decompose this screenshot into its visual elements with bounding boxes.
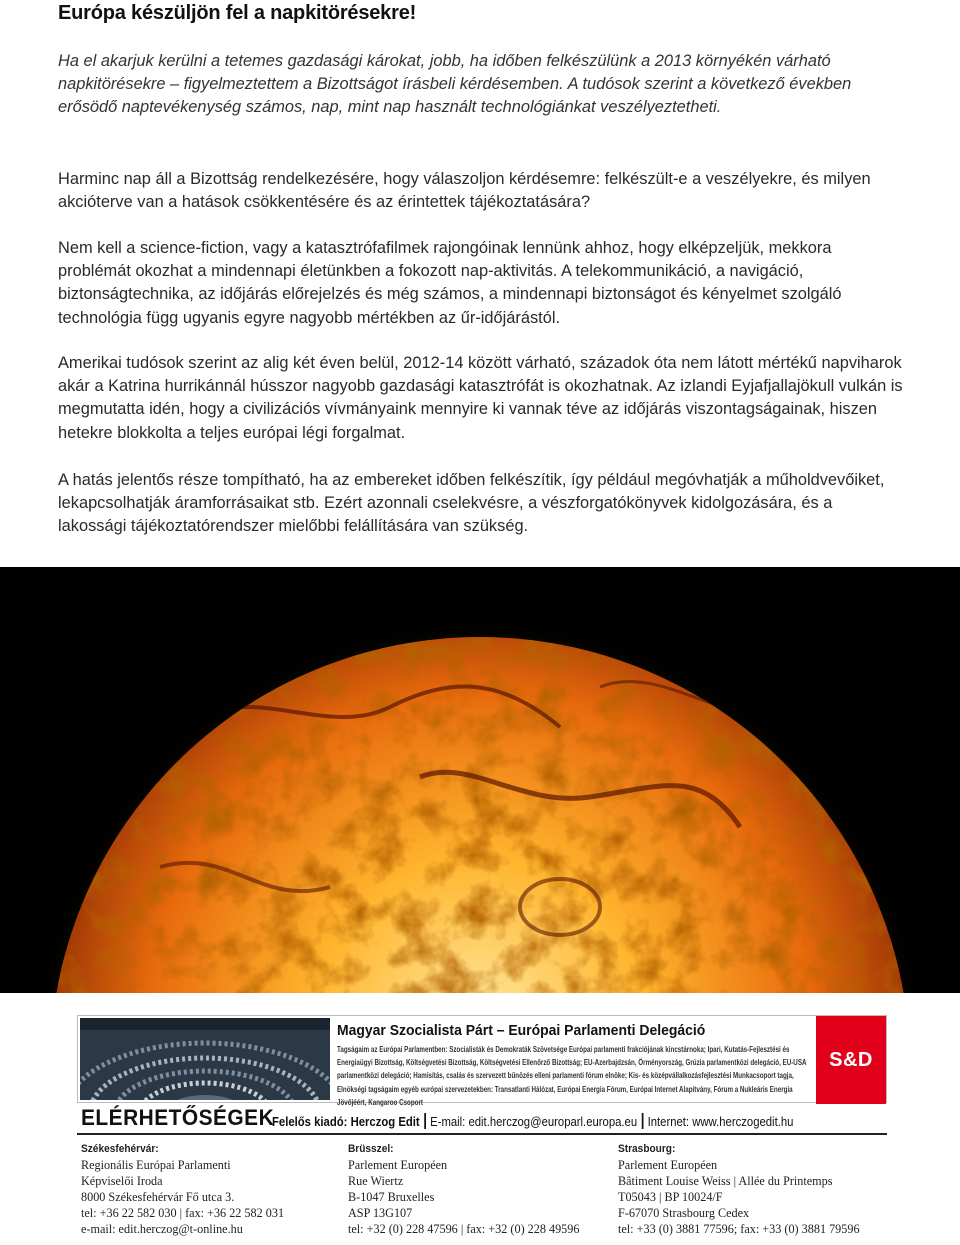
address-line: B-1047 Bruxelles xyxy=(348,1190,435,1204)
delegation-title: Magyar Szocialista Párt – Európai Parlamenti Delegáció xyxy=(337,1022,706,1039)
address-line: ASP 13G107 xyxy=(348,1206,413,1220)
contact-card xyxy=(77,1015,887,1242)
city-label: Székesfehérvár: xyxy=(81,1143,159,1155)
address-line: Képviselői Iroda xyxy=(81,1174,163,1188)
sd-logo: S&D xyxy=(816,1016,886,1104)
phone-line: tel: +33 (0) 3881 77596; fax: +33 (0) 3881 79596 xyxy=(618,1222,860,1236)
email-link[interactable]: E-mail: edit.herczog@europarl.europa.eu xyxy=(430,1114,638,1129)
city-label: Brüsszel: xyxy=(348,1143,394,1155)
sun-image xyxy=(0,567,960,993)
contacts-info-line xyxy=(272,1113,793,1129)
delegation-memberships: Tagságaim az Európai Parlamentben: Szocialisták és Demokraták Szövetsége Európai parlamenti frakciójának kincstárnoka; Ipari, Kutatás-Fejlesztési és Energiaügyi Bizottság, Költségvetési Bizottság, Költségvetési Ellenőrző Bizottság; EU-Azerbajdzsán, Örményország, Grúzia parlamentközi delegáció, EU-USA parlamentközi delegáció; Hamisítás, csalás és szervezett bűnözés elleni parlamenti fórum elnöke; Kis- és középvállalkozásfejlesztési Munkacsoport tagja, Elnökségi tagságaim egyéb európai szervezetekben: Transatlanti Hálózat, Európai Energia Fórum, Európai Internet Alapítvány, Fórum a Nukleáris Energia Jövőjéért, Kangaroo Csoport xyxy=(337,1045,807,1107)
parliament-photo xyxy=(80,1018,330,1100)
address-line: Parlement Européen xyxy=(618,1158,718,1172)
article-paragraph: Amerikai tudósok szerint az alig két éven belül, 2012-14 között várható, századok óta nem látott mértékű napviharok akár a Katrina hurrikánnál hússzor nagyobb gazdasági katasztrófát is okozhatnak. Az izlandi Eyjafjallajökull vulkán is megmutatta idén, hogy a civilizációs vívmányaink mennyire ki vannak téve az időjárás viszontagságainak, hiszen hetekre blokkolta a teljes európai légi forgalmat. xyxy=(58,354,903,442)
phone-line: tel: +32 (0) 228 47596 | fax: +32 (0) 228 49596 xyxy=(348,1222,580,1236)
address-line: Bâtiment Louise Weiss | Allée du Printemps xyxy=(618,1174,833,1188)
website-link[interactable]: Internet: www.herczogedit.hu xyxy=(647,1114,794,1129)
delegation-banner xyxy=(77,1015,887,1107)
address-line: Parlement Européen xyxy=(348,1158,448,1172)
address-line: T05043 | BP 10024/F xyxy=(618,1190,723,1204)
contact-column-strasbourg xyxy=(618,1141,860,1237)
contact-column-szekesfehervar xyxy=(81,1141,284,1237)
article-paragraph: Nem kell a science-fiction, vagy a katasztrófafilmek rajongóinak lennünk ahhoz, hogy elképzeljük, mekkora problémát okozhat a mindennapi életünkben a fokozott nap-aktivitás. A telekommunikáció, a navigáció, biztonságtechnika, az időjárás előrejelzés és még számos, a mindennapi biztonságot és kényelmet szolgáló technológia függ ugyanis egyre nagyobb mértékben az űr-időjárástól. xyxy=(58,239,842,327)
email-line[interactable]: e-mail: edit.herczog@t-online.hu xyxy=(81,1222,243,1236)
contact-column-brussels xyxy=(348,1141,579,1237)
article-paragraph: A hatás jelentős része tompítható, ha az embereket időben felkészítik, így például megóvhatják a műholdvevőiket, lekapcsolhatják áramforrásaikat stb. Ezért azonnali cselekvésre, a vészforgatókönyvek kidolgozására, és a lakossági tájékoztatórendszer mielőbbi felállítására van szükség. xyxy=(58,471,885,536)
article-lead: Ha el akarjuk kerülni a tetemes gazdasági károkat, jobb, ha időben felkészülünk a 2013 környékén várható napkitörésekre – figyelmeztettem a Bizottságot írásbeli kérdésemben. A tudósok szerint a következő években erősödő naptevékenység számos, nap, mint nap használt technológiánkat veszélyeztetheti. xyxy=(58,52,852,117)
contacts-title: ELÉRHETŐSÉGEK xyxy=(81,1105,275,1130)
contacts-section xyxy=(77,1105,887,1242)
article-paragraph: Harminc nap áll a Bizottság rendelkezésére, hogy válaszoljon kérdésemre: felkészült-e a veszélyekre, és milyen akcióterve van a hatások csökkentésére és az érintettek tájékoztatására? xyxy=(58,170,871,212)
address-line: Regionális Európai Parlamenti xyxy=(81,1158,231,1172)
phone-line: tel: +36 22 582 030 | fax: +36 22 582 031 xyxy=(81,1206,285,1220)
publisher: Felelős kiadó: Herczog Edit xyxy=(272,1114,420,1129)
city-label: Strasbourg: xyxy=(618,1143,676,1155)
address-line: 8000 Székesfehérvár Fő utca 3. xyxy=(81,1190,235,1204)
address-line: Rue Wiertz xyxy=(348,1174,404,1188)
address-line: F-67070 Strasbourg Cedex xyxy=(618,1206,750,1220)
article-title: Európa készüljön fel a napkitörésekre! xyxy=(58,2,417,24)
contacts-header xyxy=(77,1105,887,1135)
